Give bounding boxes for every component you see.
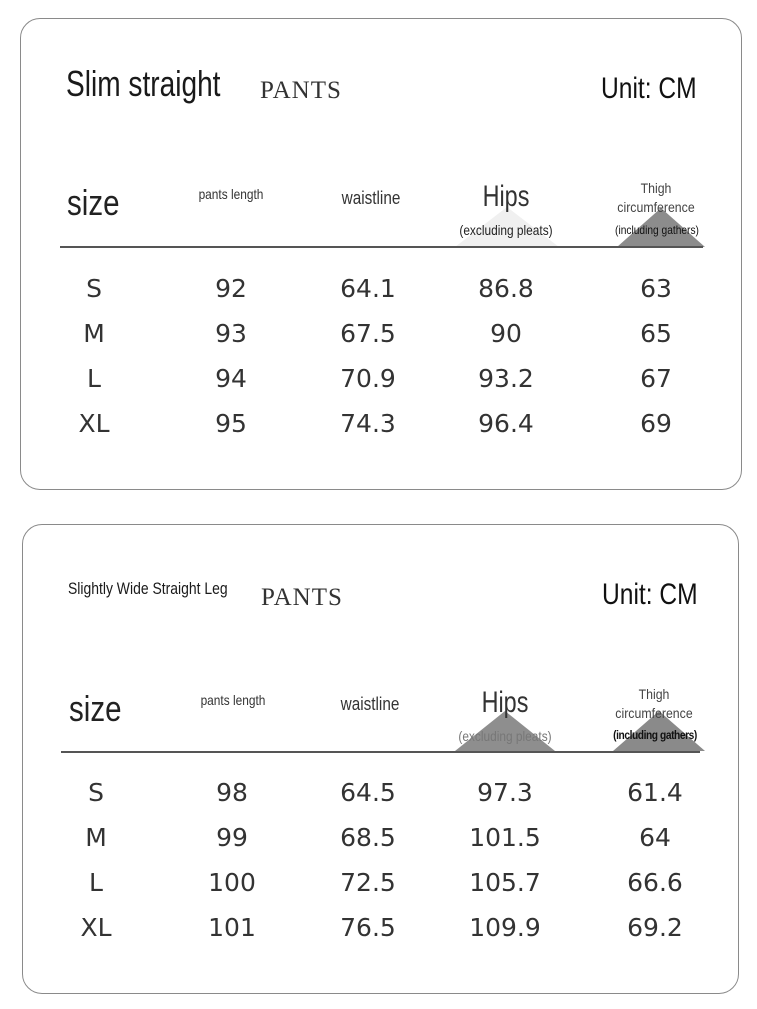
table-cell: 105.7 [469, 868, 541, 897]
table-cell: 69 [640, 409, 672, 438]
table-cell: 76.5 [340, 913, 396, 942]
table-cell: 70.9 [340, 364, 396, 393]
table-cell: 86.8 [478, 274, 534, 303]
table-cell: 98 [216, 778, 248, 807]
table-cell: 97.3 [477, 778, 533, 807]
waistline-column-header: waistline [340, 694, 400, 714]
table-cell: 93 [215, 319, 247, 348]
table-cell: 109.9 [469, 913, 541, 942]
hips-note: (excluding pleats) [459, 222, 553, 238]
size-chart-card-slim-straight [20, 18, 742, 490]
thigh-header-line-1: Thigh [640, 180, 672, 196]
table-cell: L [89, 868, 103, 897]
thigh-header-line-1: Thigh [638, 686, 670, 702]
table-cell: 67.5 [340, 319, 396, 348]
table-cell: 67 [640, 364, 672, 393]
thigh-header-line-2: circumference [617, 199, 695, 215]
hips-note: (excluding pleats) [458, 728, 552, 744]
table-cell: L [87, 364, 101, 393]
chart-subtitle: PANTS [261, 584, 343, 611]
table-cell: 69.2 [627, 913, 683, 942]
size-column-header: size [69, 688, 122, 729]
table-cell: S [88, 778, 104, 807]
table-cell: S [86, 274, 102, 303]
pants-length-column-header: pants length [200, 692, 266, 708]
table-cell: 92 [215, 274, 247, 303]
hips-column-header: Hips [482, 180, 530, 213]
table-cell: 93.2 [478, 364, 534, 393]
table-cell: 63 [640, 274, 672, 303]
chart-title: Slightly Wide Straight Leg [68, 579, 228, 598]
table-cell: 65 [640, 319, 672, 348]
table-cell: 95 [215, 409, 247, 438]
table-cell: XL [78, 409, 110, 438]
chart-subtitle: PANTS [260, 77, 342, 104]
unit-label: Unit: CM [602, 578, 698, 611]
table-cell: 96.4 [478, 409, 534, 438]
table-cell: 68.5 [340, 823, 396, 852]
size-chart-card-slightly-wide [22, 524, 739, 994]
waistline-column-header: waistline [341, 188, 401, 208]
header-divider [61, 751, 700, 753]
thigh-column-header [601, 685, 707, 723]
thigh-column-header [603, 179, 709, 217]
hips-column-header: Hips [481, 686, 529, 719]
table-cell: M [85, 823, 107, 852]
table-cell: 101 [208, 913, 256, 942]
table-cell: 90 [490, 319, 522, 348]
table-cell: 94 [215, 364, 247, 393]
unit-label: Unit: CM [601, 72, 697, 105]
table-cell: 74.3 [340, 409, 396, 438]
table-cell: 66.6 [627, 868, 683, 897]
table-cell: 61.4 [627, 778, 683, 807]
table-cell: 101.5 [469, 823, 541, 852]
table-cell: XL [80, 913, 112, 942]
pants-length-column-header: pants length [198, 186, 264, 202]
thigh-header-line-2: circumference [615, 705, 693, 721]
chart-title: Slim straight [66, 63, 221, 104]
table-cell: 64 [639, 823, 671, 852]
thigh-note: (including gathers) [613, 728, 697, 742]
size-column-header: size [67, 182, 120, 223]
table-cell: 99 [216, 823, 248, 852]
table-cell: 64.1 [340, 274, 396, 303]
table-cell: 100 [208, 868, 256, 897]
thigh-note: (including gathers) [615, 223, 699, 237]
table-cell: M [83, 319, 105, 348]
table-cell: 72.5 [340, 868, 396, 897]
table-cell: 64.5 [340, 778, 396, 807]
header-divider [60, 246, 703, 248]
